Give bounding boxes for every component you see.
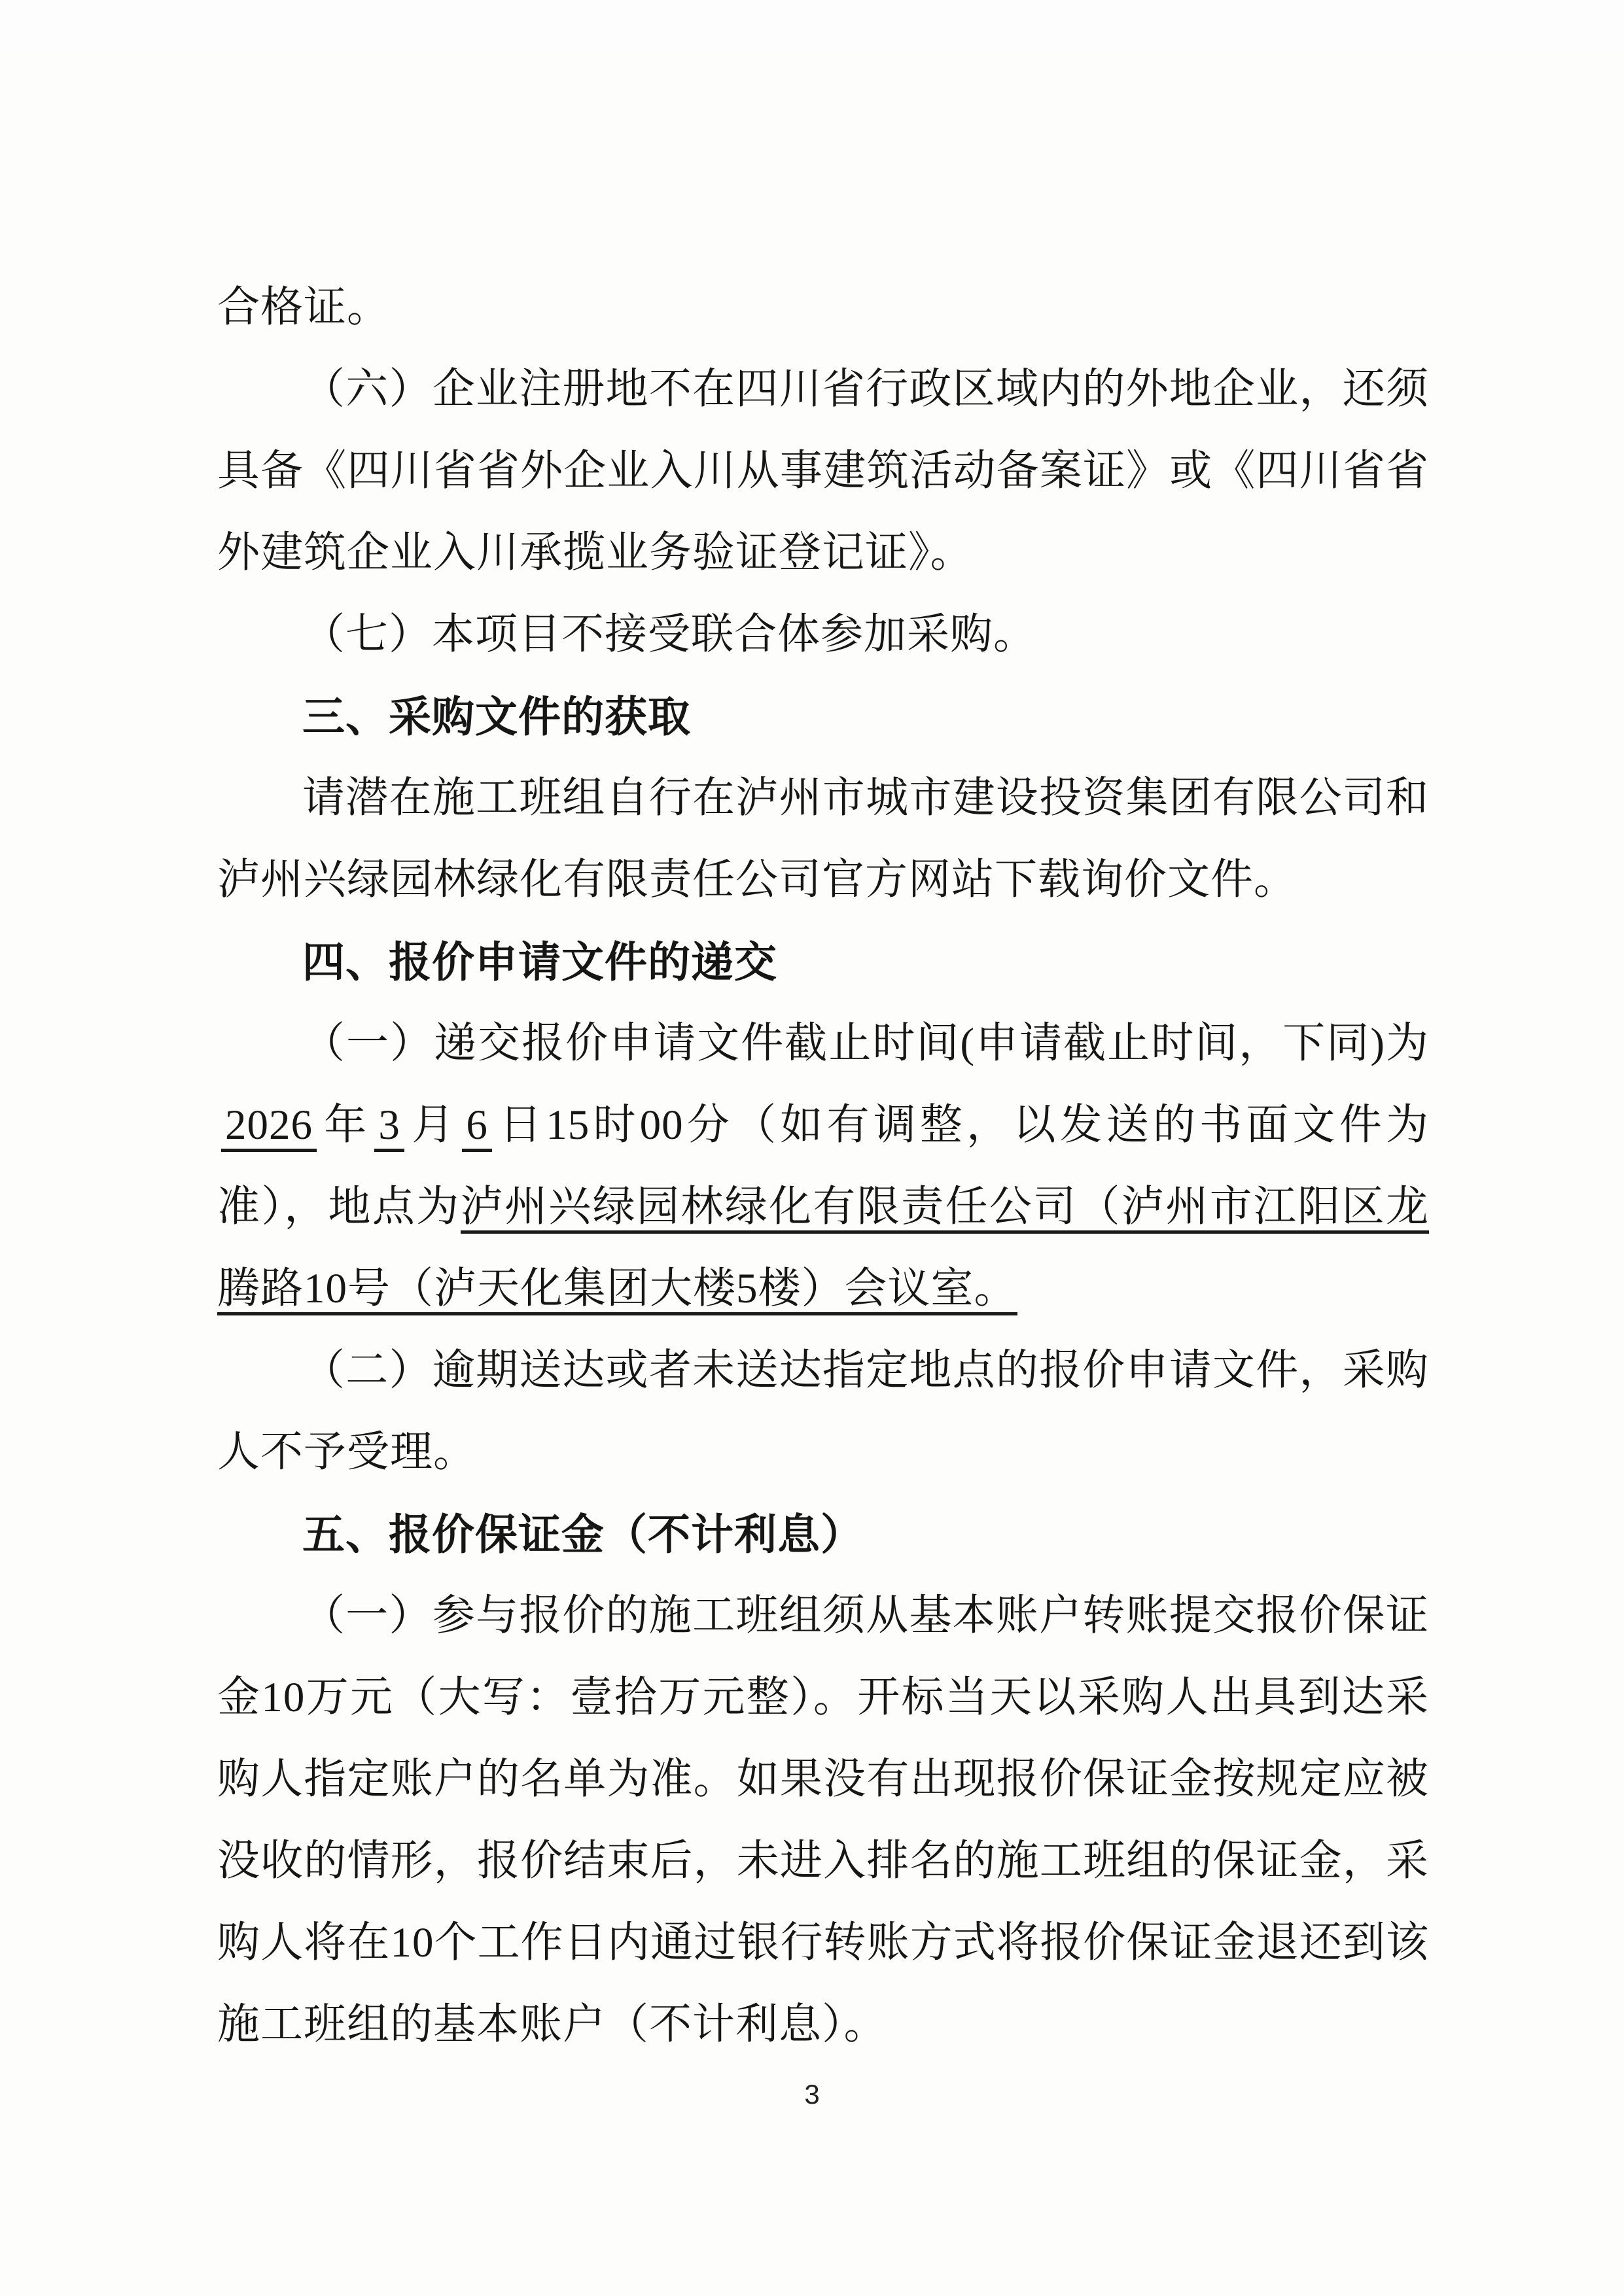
para-certificate-continuation [217, 267, 1429, 349]
para-item-1-bond-amount [217, 1575, 1429, 2066]
page-number: 3 [804, 2079, 820, 2110]
heading-section-3-document-acquisition [217, 676, 1429, 757]
para-item-1-deadline-location [217, 1003, 1429, 1330]
text-run: （一）递交报价申请文件截止时间(申请截止时间，下同)为 [302, 1020, 1429, 1067]
text-run: 年 [321, 1102, 371, 1149]
para-item-2-late-delivery [217, 1330, 1429, 1493]
text-run: （七）本项目不接受联合体参加采购。 [302, 611, 1037, 658]
underlined-text-run: 泸州兴绿园林绿化有限责任公司（泸州市江阳区龙腾路10号（泸天化集团大楼5楼）会议室。 [217, 1183, 1429, 1315]
para-download-instruction [217, 757, 1429, 921]
text-run: （六）企业注册地不在四川省行政区域内的外地企业，还须具备《四川省省外企业入川从事建筑活动备案证》或《四川省省外建筑企业入川承揽业务验证登记证》。 [217, 366, 1429, 576]
heading-section-4-submission [217, 921, 1429, 1003]
text-run: （一）参与报价的施工班组须从基本账户转账提交报价保证金10万元（大写：壹拾万元整）。开标当天以采购人出具到达采购人指定账户的名单为准。如果没有出现报价保证金按规定应被没收的情形，报价结束后，未进入排名的施工班组的保证金，采购人将在10个工作日内通过银行转账方式将报价保证金退还到该施工班组的基本账户（不计利息）。 [217, 1592, 1429, 2048]
underlined-text-run: 6 [462, 1102, 492, 1152]
text-run: 四、报价申请文件的递交 [302, 938, 778, 986]
text-run: 日15时00分（如有调整，以发送的书面文件为准），地点为 [217, 1102, 1429, 1230]
heading-section-5-bid-bond [217, 1493, 1429, 1575]
para-item-7-no-consortium [217, 594, 1429, 676]
text-run: 五、报价保证金（不计利息） [302, 1510, 864, 1558]
text-run: （二）逾期送达或者未送达指定地点的报价申请文件，采购人不予受理。 [217, 1347, 1429, 1476]
text-run: 合格证。 [217, 284, 391, 331]
para-item-6-out-of-province [217, 349, 1429, 594]
text-run: 三、采购文件的获取 [302, 693, 692, 740]
document-body [217, 267, 1429, 2066]
text-run: 月 [408, 1102, 459, 1149]
underlined-text-run: 2026 [221, 1102, 317, 1152]
scan-bleed-through-artifact [0, 0, 1624, 78]
underlined-text-run: 3 [374, 1102, 404, 1152]
text-run: 请潜在施工班组自行在泸州市城市建设投资集团有限公司和泸州兴绿园林绿化有限责任公司官方网站下载询价文件。 [217, 774, 1429, 903]
